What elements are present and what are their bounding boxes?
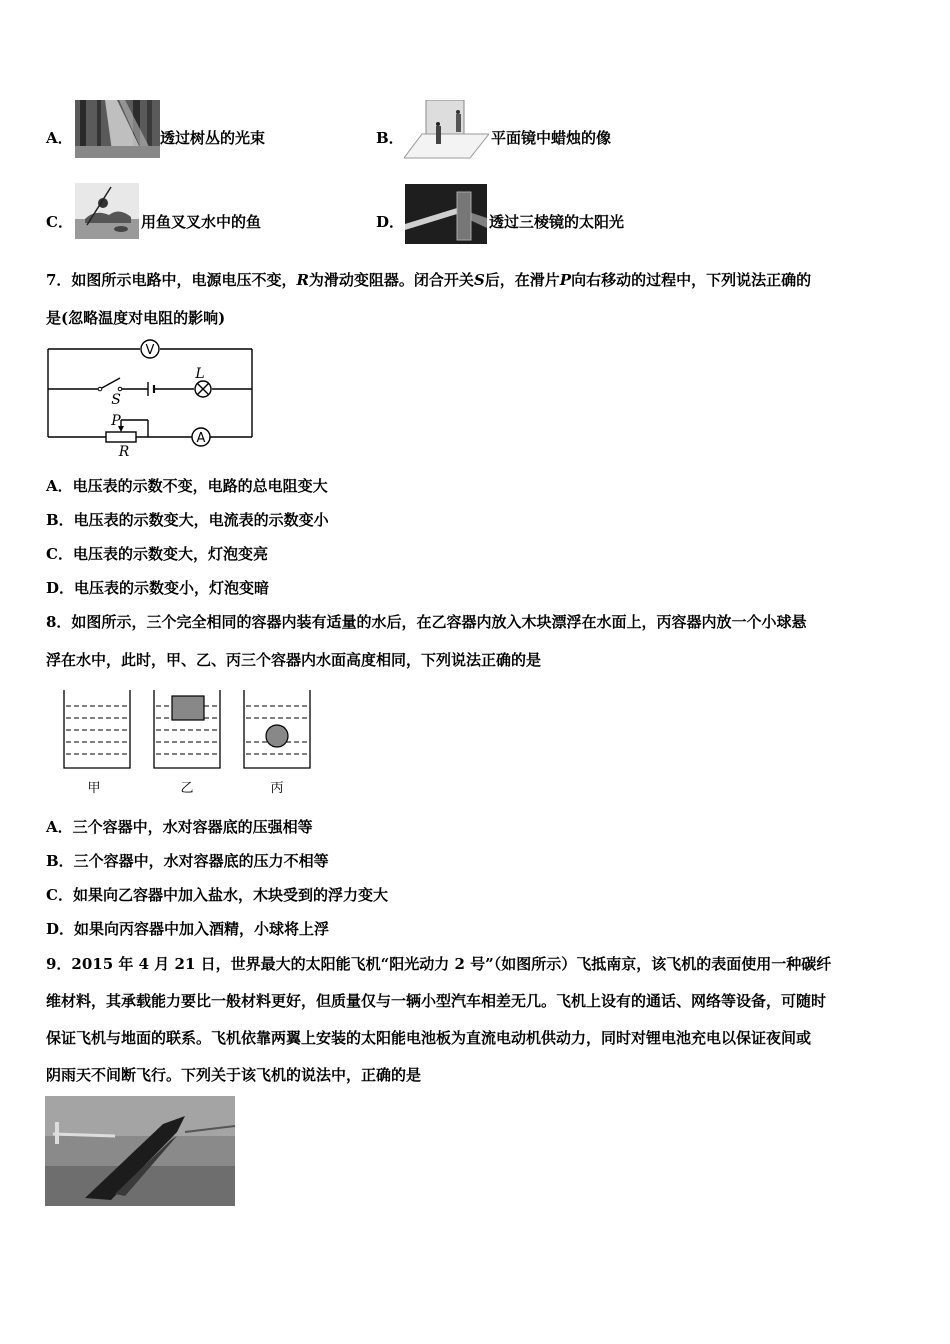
q6-option-d-text: 透过三棱镜的太阳光	[489, 213, 625, 231]
q9-line3: 保证飞机与地面的联系。飞机依靠两翼上安装的太阳能电池板为直流电动机供动力，同时对锂电池充电以保证夜间或	[46, 1029, 812, 1047]
q9-line2: 维材料，其承载能力要比一般材料更好，但质量仅与一辆小型汽车相差无几。飞机上设有的通话、网络等设备，可随时	[46, 992, 827, 1010]
wooden-block	[172, 696, 204, 720]
forest-light-beams-photo	[75, 100, 160, 158]
q7-stem-var-r: R	[296, 271, 309, 289]
prism-sunlight-photo	[405, 184, 487, 244]
container-label-yi: 乙	[180, 781, 194, 796]
q7-circuit-diagram	[44, 338, 256, 460]
q8-containers-diagram	[58, 688, 320, 800]
switch-label: S	[111, 392, 121, 408]
q7-stem-part: 后，在滑片	[484, 271, 560, 289]
voltmeter-label: V	[145, 343, 155, 358]
q7-option-c: C．电压表的示数变大，灯泡变亮	[46, 545, 268, 563]
q8-stem-line2: 浮在水中，此时，甲、乙、丙三个容器内水面高度相同，下列说法正确的是	[46, 651, 542, 669]
q6-option-b-letter: B．	[376, 129, 404, 147]
container-label-bing: 丙	[270, 781, 284, 796]
solar-plane-photo	[45, 1096, 235, 1206]
spear-fishing-image	[75, 183, 139, 239]
q7-stem-part: 为滑动变阻器。闭合开关	[308, 271, 474, 289]
q7-stem-var-p: P	[559, 271, 572, 289]
q7-stem-part: 7．如图所示电路中，电源电压不变，	[46, 271, 297, 289]
ammeter-label: A	[196, 431, 206, 446]
q6-option-d-letter: D．	[376, 213, 405, 231]
q8-option-a: A．三个容器中，水对容器底的压强相等	[46, 818, 313, 836]
lamp-label: L	[195, 366, 205, 382]
q6-option-c-letter: C．	[46, 213, 73, 231]
q6-option-c-text: 用鱼叉叉水中的鱼	[141, 213, 262, 231]
q7-stem-part: 向右移动的过程中，下列说法正确的	[571, 271, 812, 289]
q9-line4: 阴雨天不间断飞行。下列关于该飞机的说法中，正确的是	[46, 1066, 422, 1084]
q8-option-d: D．如果向丙容器中加入酒精，小球将上浮	[46, 920, 330, 938]
q8-stem-line1: 8．如图所示，三个完全相同的容器内装有适量的水后，在乙容器内放入木块漂浮在水面上，丙容器内放一个小球悬	[46, 613, 807, 631]
q7-stem-line1	[46, 270, 811, 290]
q6-option-b-text: 平面镜中蜡烛的像	[491, 129, 612, 147]
q6-option-a-letter: A．	[46, 129, 73, 147]
candle-mirror-image	[404, 100, 489, 162]
q8-option-b: B．三个容器中，水对容器底的压力不相等	[46, 852, 329, 870]
q7-option-a: A．电压表的示数不变，电路的总电阻变大	[46, 477, 328, 495]
q6-option-a-text: 透过树丛的光束	[160, 129, 266, 147]
q7-stem-line2: 是(忽略温度对电阻的影响)	[46, 309, 226, 327]
q9-line1: 9．2015 年 4 月 21 日，世界最大的太阳能飞机“阳光动力 2 号”（如图所示）飞抵南京，该飞机的表面使用一种碳纤	[46, 955, 832, 973]
container-label-jia: 甲	[87, 781, 101, 796]
q7-stem-var-s: S	[473, 271, 485, 289]
q7-option-d: D．电压表的示数变小，灯泡变暗	[46, 579, 270, 597]
q8-option-c: C．如果向乙容器中加入盐水，木块受到的浮力变大	[46, 886, 388, 904]
slider-label: P	[111, 413, 121, 429]
q7-option-b: B．电压表的示数变大，电流表的示数变小	[46, 511, 329, 529]
rheostat-label: R	[118, 444, 130, 460]
suspended-ball	[266, 725, 288, 747]
